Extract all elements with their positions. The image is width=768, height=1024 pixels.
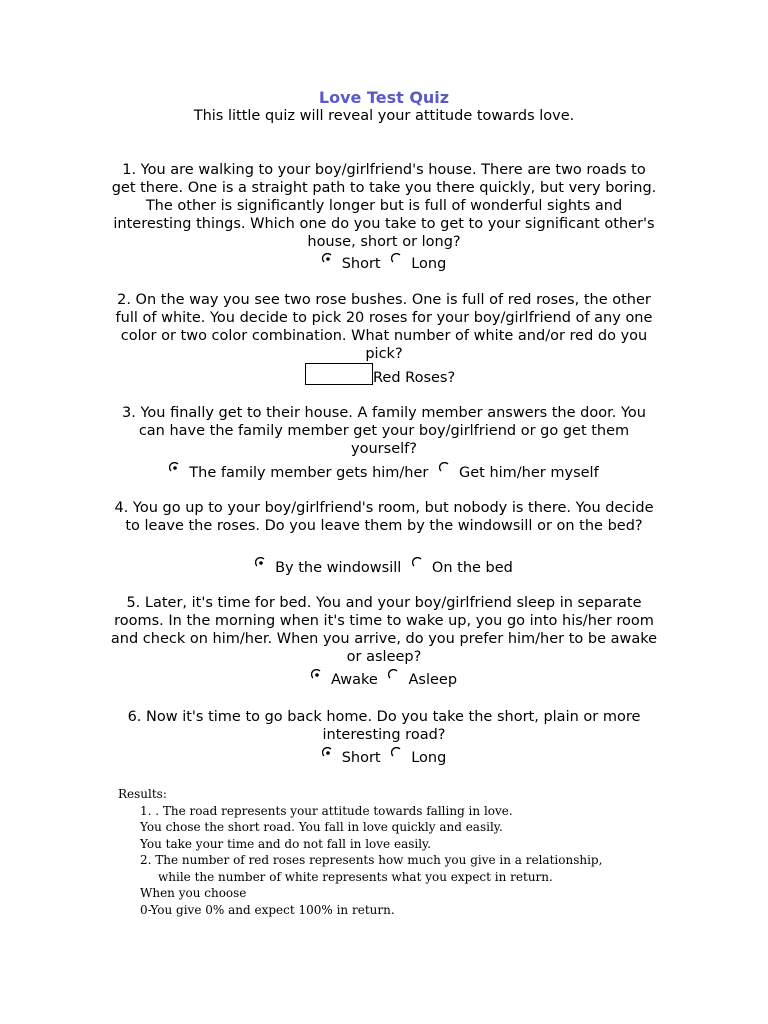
question-4-text: 4. You go up to your boy/girlfriend's room, but nobody is there. You decide to leave the roses. Do you leave them by the windowsill or on the bed? bbox=[114, 500, 654, 534]
question-3-option-family[interactable] bbox=[169, 465, 428, 481]
question-5-option-asleep[interactable] bbox=[388, 672, 457, 688]
question-4-options bbox=[0, 560, 768, 578]
question-6-text: 6. Now it's time to go back home. Do you take the short, plain or more interesting road? bbox=[127, 709, 641, 743]
results-heading: Results: bbox=[118, 787, 167, 801]
results-line: When you choose bbox=[140, 886, 247, 900]
red-roses-input[interactable] bbox=[305, 363, 373, 385]
option-label: Long bbox=[411, 256, 447, 272]
question-3-option-self[interactable] bbox=[439, 465, 599, 481]
question-4-option-bed[interactable] bbox=[412, 560, 513, 576]
question-6-option-long[interactable] bbox=[391, 750, 446, 766]
question-1-text: 1. You are walking to your boy/girlfriend's house. There are two roads to get there. One is a straight path to take you there quickly, but very boring. The other is significantly longer but is full of wonderful sights and interesting things. Which one do you take to get to your significant other's house, short or long? bbox=[111, 162, 657, 250]
option-label: Short bbox=[341, 750, 381, 766]
radio-selected-icon[interactable] bbox=[311, 669, 323, 681]
option-label: By the windowsill bbox=[275, 560, 402, 576]
radio-selected-icon[interactable] bbox=[322, 253, 334, 265]
radio-unselected-icon[interactable] bbox=[439, 462, 451, 474]
option-label: Asleep bbox=[408, 672, 458, 688]
question-5-options bbox=[0, 672, 768, 690]
question-2-text: 2. On the way you see two rose bushes. One is full of red roses, the other full of white. You decide to pick 20 roses for your boy/girlfriend of any one color or two color combination. What number of white and/or red do you pick? bbox=[115, 292, 653, 362]
radio-selected-icon[interactable] bbox=[169, 462, 181, 474]
question-3-text: 3. You finally get to their house. A family member answers the door. You can have the family member get your boy/girlfriend or go get them yourself? bbox=[122, 405, 646, 457]
radio-unselected-icon[interactable] bbox=[388, 669, 400, 681]
quiz-subtitle: This little quiz will reveal your attitude towards love. bbox=[193, 108, 575, 124]
question-5-option-awake[interactable] bbox=[311, 672, 378, 688]
results-line: You take your time and do not fall in love easily. bbox=[140, 836, 432, 851]
radio-unselected-icon[interactable] bbox=[391, 253, 403, 265]
red-roses-label: Red Roses? bbox=[373, 370, 456, 386]
option-label: On the bed bbox=[431, 560, 513, 576]
results-section bbox=[118, 786, 678, 918]
results-line: 2. The number of red roses represents how much you give in a relationship, bbox=[140, 853, 603, 867]
radio-selected-icon[interactable] bbox=[255, 557, 267, 569]
question-1-option-long[interactable] bbox=[391, 256, 446, 272]
results-line: while the number of white represents what you expect in return. bbox=[158, 869, 553, 884]
question-4-option-windowsill[interactable] bbox=[255, 560, 401, 576]
question-6-options bbox=[0, 750, 768, 768]
question-1-options bbox=[0, 256, 768, 274]
results-line: You chose the short road. You fall in love quickly and easily. bbox=[140, 820, 503, 834]
option-label: Awake bbox=[330, 672, 378, 688]
results-line: 0-You give 0% and expect 100% in return. bbox=[140, 902, 395, 917]
radio-unselected-icon[interactable] bbox=[412, 557, 424, 569]
radio-unselected-icon[interactable] bbox=[391, 747, 403, 759]
radio-selected-icon[interactable] bbox=[322, 747, 334, 759]
option-label: The family member gets him/her bbox=[189, 465, 429, 481]
option-label: Long bbox=[411, 750, 447, 766]
option-label: Short bbox=[341, 256, 381, 272]
question-6-option-short[interactable] bbox=[322, 750, 381, 766]
question-3-options bbox=[0, 465, 768, 483]
option-label: Get him/her myself bbox=[459, 465, 599, 481]
question-5-text: 5. Later, it's time for bed. You and your boy/girlfriend sleep in separate rooms. In the morning when it's time to wake up, you go into his/her room and check on him/her. When you arrive, do you prefer him/her to be awake or asleep? bbox=[110, 595, 658, 665]
quiz-title: Love Test Quiz bbox=[318, 88, 450, 107]
results-line: 1. . The road represents your attitude towards falling in love. bbox=[140, 803, 513, 818]
question-1-option-short[interactable] bbox=[322, 256, 381, 272]
